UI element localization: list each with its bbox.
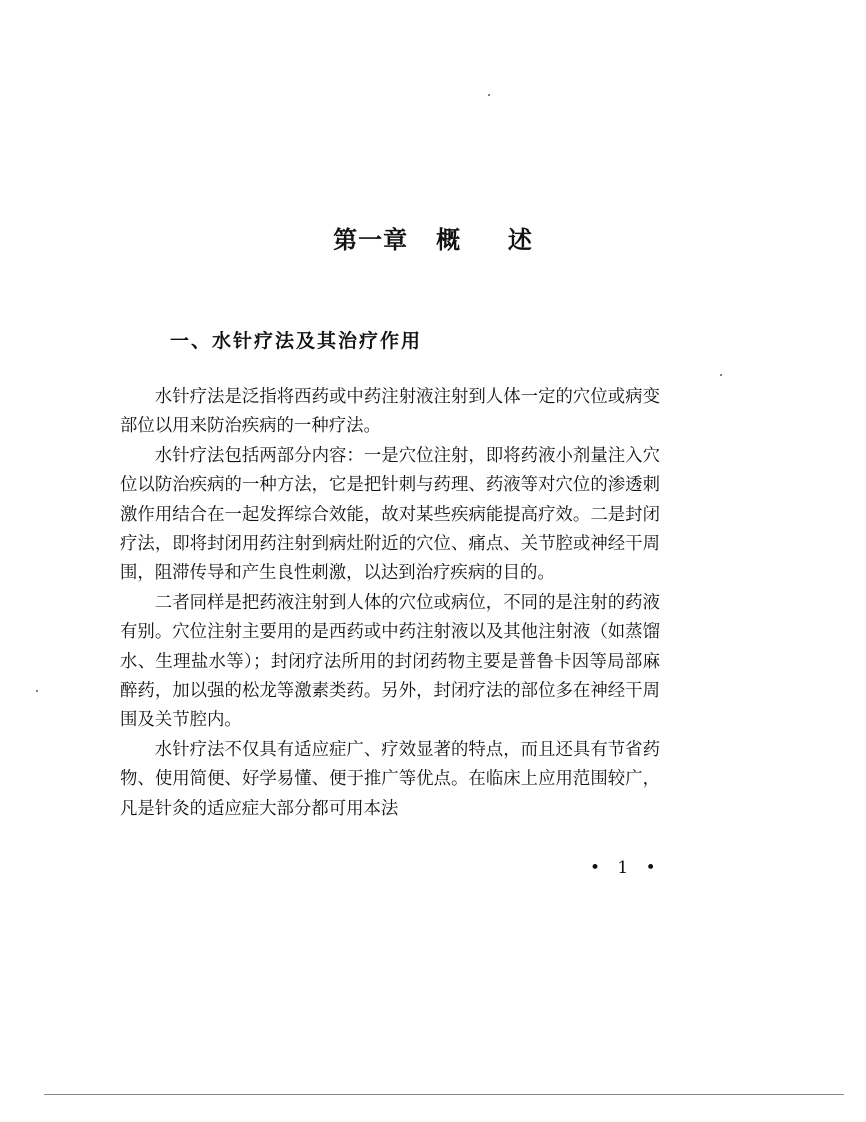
scan-speck (488, 94, 490, 96)
body-text (120, 383, 660, 824)
paragraph: 水针疗法包括两部分内容：一是穴位注射，即将药液小剂量注入穴位以防治疾病的一种方法，它是把针刺与药理、药液等对穴位的渗透刺激作用结合在一起发挥综合效能，故对某些疾病能提高疗效。二是封闭疗法，即将封闭用药注射到病灶附近的穴位、痛点、关节腔或神经干周围，阻滞传导和产生良性刺激，以达到治疗疾病的目的。 (120, 445, 660, 584)
scan-speck (720, 374, 722, 376)
section-heading: 一、水针疗法及其治疗作用 (170, 330, 423, 352)
chapter-title: 第一章 概 述 (333, 226, 533, 254)
bottom-divider (44, 1094, 844, 1095)
scan-speck (36, 690, 38, 692)
paragraph: 水针疗法是泛指将西药或中药注射液注射到人体一定的穴位或病变部位以用来防治疾病的一种疗法。 (120, 387, 660, 437)
page-number: • 1 • (590, 858, 662, 878)
paragraph: 二者同样是把药液注射到人体的穴位或病位，不同的是注射的药液有别。穴位注射主要用的是西药或中药注射液以及其他注射液（如蒸馏水、生理盐水等）；封闭疗法所用的封闭药物主要是普鲁卡因等局部麻醉药，加以强的松龙等激素类药。另外，封闭疗法的部位多在神经干周围及关节腔内。 (120, 592, 660, 731)
paragraph: 水针疗法不仅具有适应症广、疗效显著的特点，而且还具有节省药物、使用简便、好学易懂、便于推广等优点。在临床上应用范围较广，凡是针灸的适应症大部分都可用本法 (120, 739, 660, 819)
